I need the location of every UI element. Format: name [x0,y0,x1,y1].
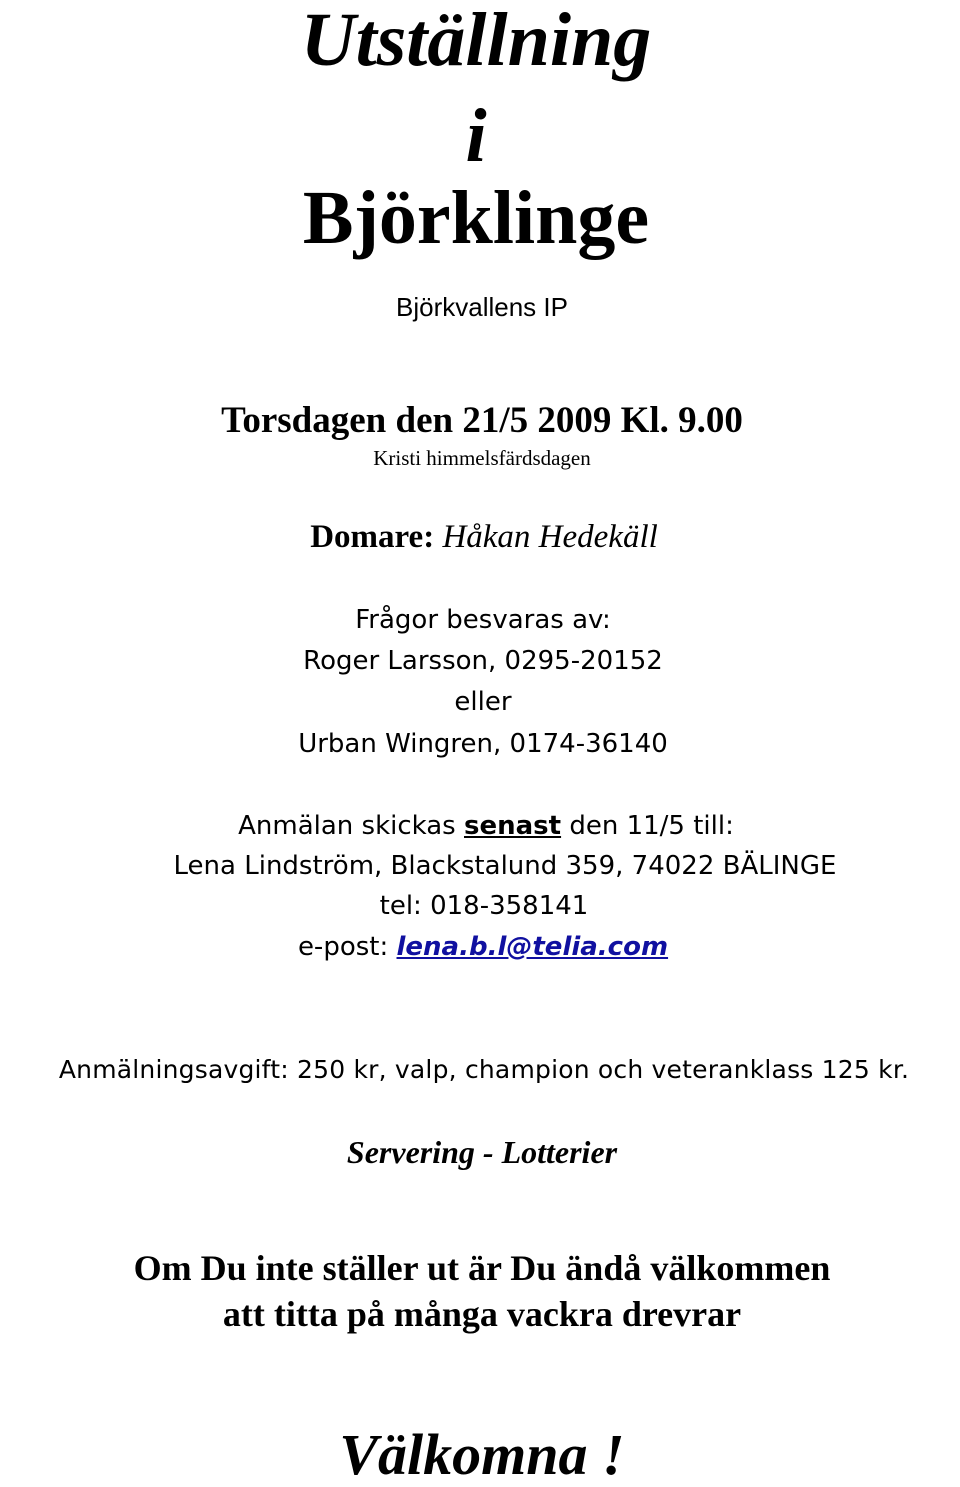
email-label: e-post: [297,932,389,962]
registration-deadline [6,813,960,839]
judge-label: Domare: [310,519,435,555]
contact-person-1: Roger Larsson, 0295-20152 [303,646,663,676]
registration-address: Lena Lindström, Blackstalund 359, 74022 BÄLINGE [173,851,837,881]
registration-post: den 11/5 till: [569,811,734,841]
welcome-line-1: Om Du inte ställer ut är Du ändå välkommen [133,1248,831,1288]
title-line-1: Utställning [300,0,652,82]
judge-name: Håkan Hedekäll [442,519,658,555]
holiday-name: Kristi himmelsfärdsdagen [373,446,591,470]
registration-email-line [3,934,960,960]
registration-phone: tel: 018-358141 [379,891,589,921]
title-line-2: i [465,94,487,178]
closing-greeting: Välkomna ! [339,1422,625,1487]
serving-lottery: Servering - Lotterier [346,1134,618,1170]
title-line-3: Björklinge [302,176,650,260]
entry-fee: Anmälningsavgift: 250 kr, valp, champion och veteranklass 125 kr. [58,1055,910,1084]
judge [4,521,960,554]
email-link[interactable]: lena.b.l@telia.com [396,932,669,962]
contact-person-2: Urban Wingren, 0174-36140 [298,729,668,759]
registration-pre: Anmälan skickas [238,811,456,841]
contact-or: eller [454,687,512,717]
venue: Björkvallens IP [396,292,568,322]
event-date: Torsdagen den 21/5 2009 Kl. 9.00 [221,400,743,441]
welcome-line-2: att titta på många vackra drevrar [222,1294,742,1334]
registration-emphasis: senast [464,811,562,841]
questions-heading: Frågor besvaras av: [355,605,611,635]
